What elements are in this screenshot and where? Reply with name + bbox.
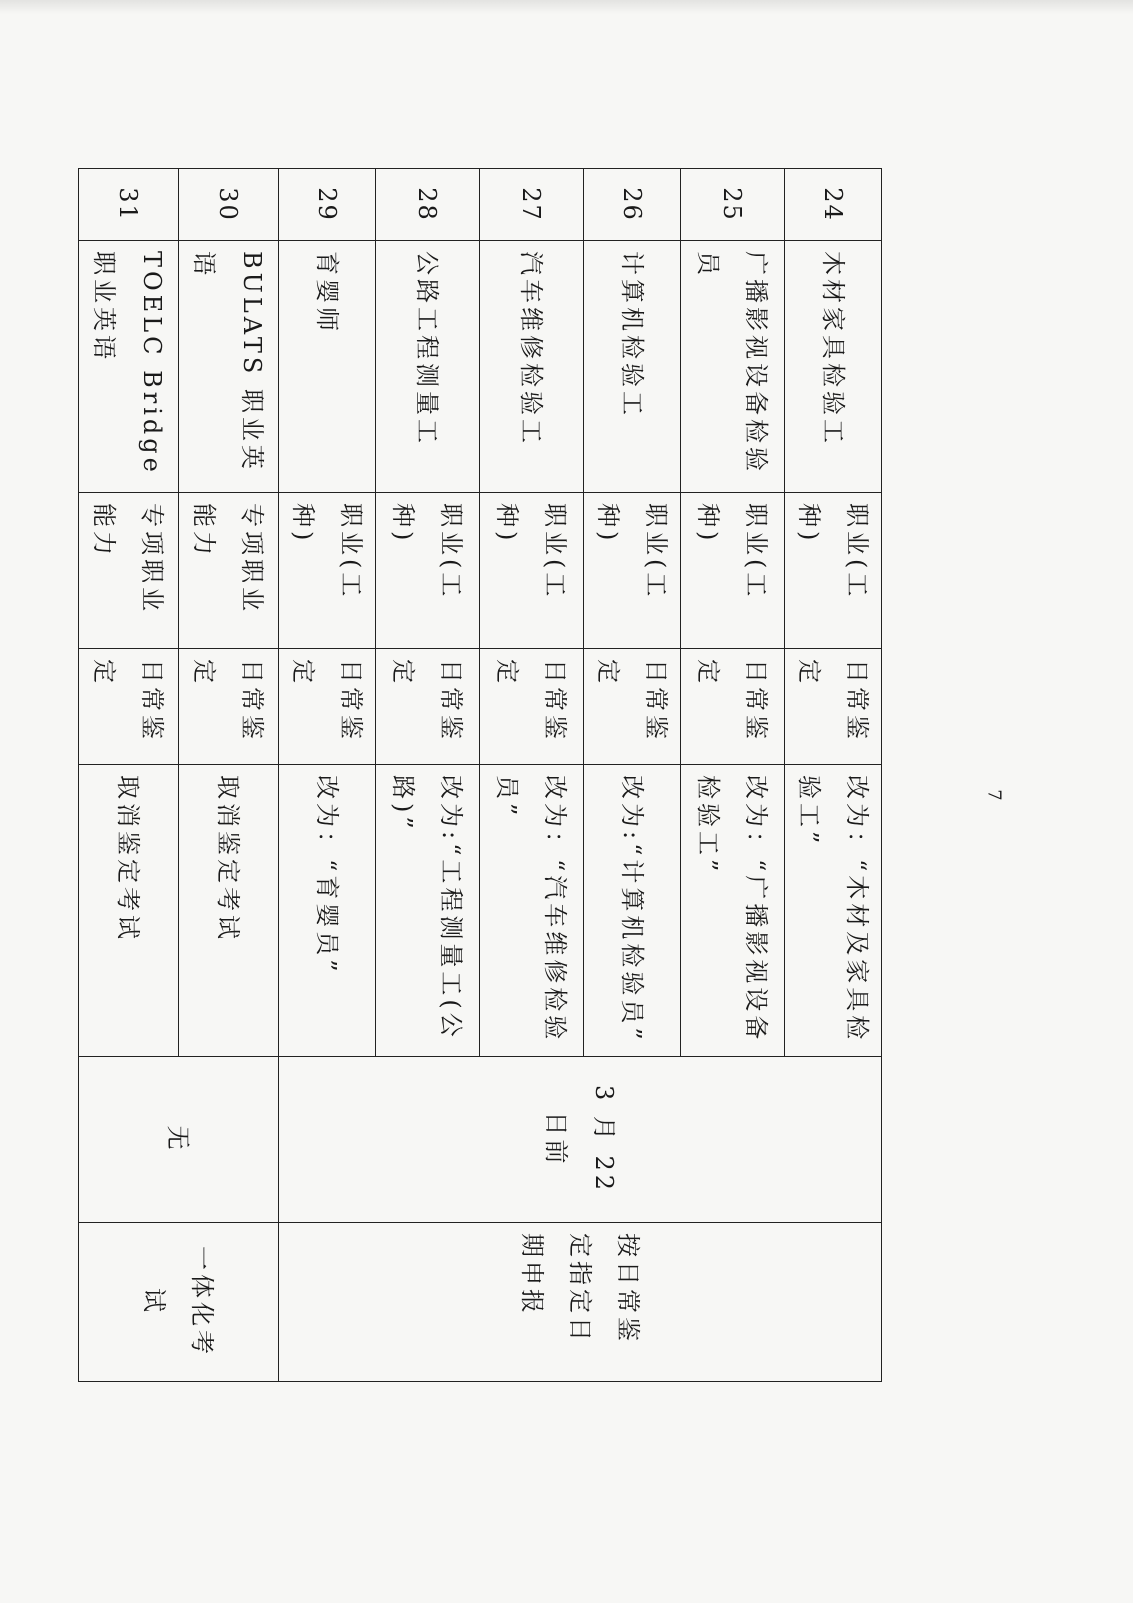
- note-cell: 一体化考试: [79, 1223, 279, 1382]
- rotated-table: [90, 168, 882, 1381]
- occupation-name: 木材家具检验工: [785, 241, 882, 493]
- change-note: 改为：“育婴员”: [279, 765, 376, 1057]
- change-note: 改为:“工程测量工(公路)”: [376, 765, 480, 1057]
- occupation-category: 职业(工种): [480, 493, 584, 649]
- row-number: 31: [79, 169, 179, 241]
- deadline-cell: 3 月 22 日前: [279, 1057, 882, 1223]
- occupation-category: 职业(工种): [584, 493, 681, 649]
- change-note: 改为：“木材及家具检验工”: [785, 765, 882, 1057]
- appraisal-type: 日常鉴定: [279, 649, 376, 765]
- appraisal-type: 日常鉴定: [480, 649, 584, 765]
- occupation-name: TOELC Bridge 职业英语: [79, 241, 179, 493]
- change-note: 取消鉴定考试: [79, 765, 179, 1057]
- occupation-name: 育婴师: [279, 241, 376, 493]
- appraisal-type: 日常鉴定: [584, 649, 681, 765]
- occupation-category: 职业(工种): [681, 493, 785, 649]
- occupation-name: 公路工程测量工: [376, 241, 480, 493]
- row-number: 25: [681, 169, 785, 241]
- occupation-category: 专项职业能力: [179, 493, 279, 649]
- row-number: 29: [279, 169, 376, 241]
- row-number: 27: [480, 169, 584, 241]
- note-cell: 按日常鉴定指定日期申报: [279, 1223, 882, 1382]
- occupation-name: 广播影视设备检验员: [681, 241, 785, 493]
- occupation-name: 计算机检验工: [584, 241, 681, 493]
- occupation-category: 职业(工种): [279, 493, 376, 649]
- row-number: 26: [584, 169, 681, 241]
- row-number: 30: [179, 169, 279, 241]
- table-row: [179, 169, 279, 1382]
- occupation-table: [78, 168, 882, 1382]
- occupation-category: 专项职业能力: [79, 493, 179, 649]
- occupation-name: 汽车维修检验工: [480, 241, 584, 493]
- appraisal-type: 日常鉴定: [785, 649, 882, 765]
- change-note: 取消鉴定考试: [179, 765, 279, 1057]
- page-number: 7: [983, 789, 1005, 801]
- occupation-category: 职业(工种): [785, 493, 882, 649]
- row-number: 24: [785, 169, 882, 241]
- change-note: 改为:“计算机检验员”: [584, 765, 681, 1057]
- scan-edge: [0, 0, 1133, 14]
- appraisal-type: 日常鉴定: [179, 649, 279, 765]
- appraisal-type: 日常鉴定: [681, 649, 785, 765]
- row-number: 28: [376, 169, 480, 241]
- appraisal-type: 日常鉴定: [79, 649, 179, 765]
- occupation-category: 职业(工种): [376, 493, 480, 649]
- change-note: 改为：“汽车维修检验员”: [480, 765, 584, 1057]
- deadline-cell: 无: [79, 1057, 279, 1223]
- table-row: [785, 169, 882, 1382]
- change-note: 改为：“广播影视设备检验工”: [681, 765, 785, 1057]
- occupation-name: BULATS 职业英语: [179, 241, 279, 493]
- appraisal-type: 日常鉴定: [376, 649, 480, 765]
